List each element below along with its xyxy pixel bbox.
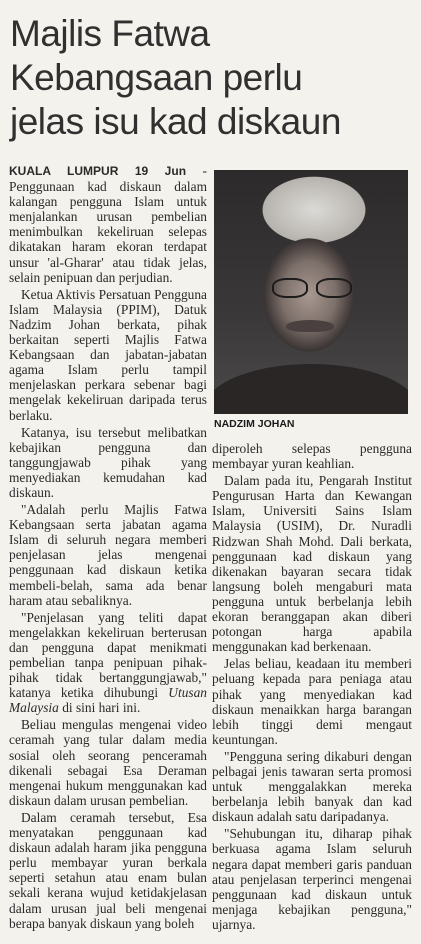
- article-paragraph: [9, 610, 207, 716]
- portrait-photo: [214, 170, 408, 414]
- article-paragraph: Ketua Aktivis Persatuan Pengguna Islam Malaysia (PPIM), Datuk Nadzim Johan berkata, pihak berkaitan seperti Majlis Fatwa Kebangsaan dan jabatan-jabatan agama Islam perlu tampil menjelaskan perkara sebenar bagi mengelak kekeliruan daripada terus berlaku.: [9, 286, 207, 423]
- article-paragraph: Dalam ceramah tersebut, Esa menyatakan penggunaan kad diskaun adalah haram jika pengguna perlu membayar yuran berkala seperti setahun atau enam bulan sekali kerana wujud ketidakjelasan dalam urusan jual beli mengenai berapa banyak diskaun yang boleh: [9, 809, 207, 931]
- publication-name: Utusan Malaysia: [9, 685, 207, 716]
- article-paragraph: "Pengguna sering dikaburi dengan pelbagai jenis tawaran serta promosi untuk menggalakkan mereka berbelanja lebih banyak dan kad diskaun adalah satu daripadanya.: [212, 748, 412, 825]
- article-paragraph: Dalam pada itu, Pengarah Institut Pengurusan Harta dan Kewangan Islam, Universiti Sains Islam Malaysia (USIM), Dr. Nuradli Ridzwan Shah Mohd. Dali berkata, penggunaan kad diskaun yang dikenakan bayaran secara tidak langsung boleh mengaburi mata pengguna untuk berbelanja lebih ekoran beranggapan akan diberi potongan harga apabila menggunakan kad berkenaan.: [212, 473, 412, 655]
- photo-mustache: [286, 320, 334, 332]
- headline-line: Kebangsaan perlu: [10, 57, 303, 98]
- article-paragraph: "Adalah perlu Majlis Fatwa Kebangsaan serta jabatan agama Islam di seluruh negara memberi penjelasan jelas mengenai penggunaan kad diskaun ketika membeli-belah, sama ada benar haram atau sebaliknya.: [9, 502, 207, 608]
- article-paragraph: Jelas beliau, keadaan itu memberi peluang kepada para peniaga atau pihak yang menyediakan kad diskaun menaikkan harga barangan lebih tinggi demi mengaut keuntungan.: [212, 656, 412, 747]
- photo-caption: NADZIM JOHAN: [214, 418, 295, 430]
- article-paragraph: Katanya, isu tersebut melibatkan kebajikan pengguna dan tanggungjawab pihak yang menyediakan kemudahan kad diskaun.: [9, 424, 207, 500]
- headline-line: jelas isu kad diskaun: [10, 101, 341, 142]
- article-column-right: [212, 441, 412, 934]
- paragraph-text: - Penggunaan kad diskaun dalam kalangan pengguna Islam untuk menjalankan urusan pembelian menimbulkan kekeliruan selepas dikatakan haram ekoran terdapat unsur 'al-Gharar' atau tidak jelas, selain penipuan dan perjudian.: [9, 163, 207, 285]
- dateline: KUALA LUMPUR 19 Jun: [9, 164, 187, 178]
- article-paragraph: [9, 163, 207, 285]
- photo-glasses: [272, 278, 352, 296]
- article-paragraph: "Sehubungan itu, diharap pihak berkuasa agama Islam seluruh negara dapat memberi garis panduan atau penjelasan terperinci mengenai penggunaan kad diskaun untuk menjaga kebajikan pengguna," ujarnya.: [212, 826, 412, 932]
- photo-shoulders: [214, 364, 408, 414]
- article-paragraph: diperoleh selepas pengguna membayar yuran keahlian.: [212, 441, 412, 472]
- headline: [10, 12, 410, 144]
- paragraph-text: "Penjelasan yang teliti dapat mengelakkan kekeliruan berterusan dan pengguna dapat menikmati pembelian tanpa penipuan pihak-pihak tidak bertanggungjawab," katanya ketika dihubungi: [9, 609, 207, 701]
- article-paragraph: Beliau mengulas mengenai video ceramah yang tular dalam media sosial oleh seorang penceramah dikenali sebagai Esa Deraman mengenai hukum menggunakan kad diskaun dalam urusan pembelian.: [9, 717, 207, 808]
- headline-line: Majlis Fatwa: [10, 13, 210, 54]
- paragraph-text: di sini hari ini.: [58, 700, 141, 716]
- article-column-left: [9, 163, 207, 933]
